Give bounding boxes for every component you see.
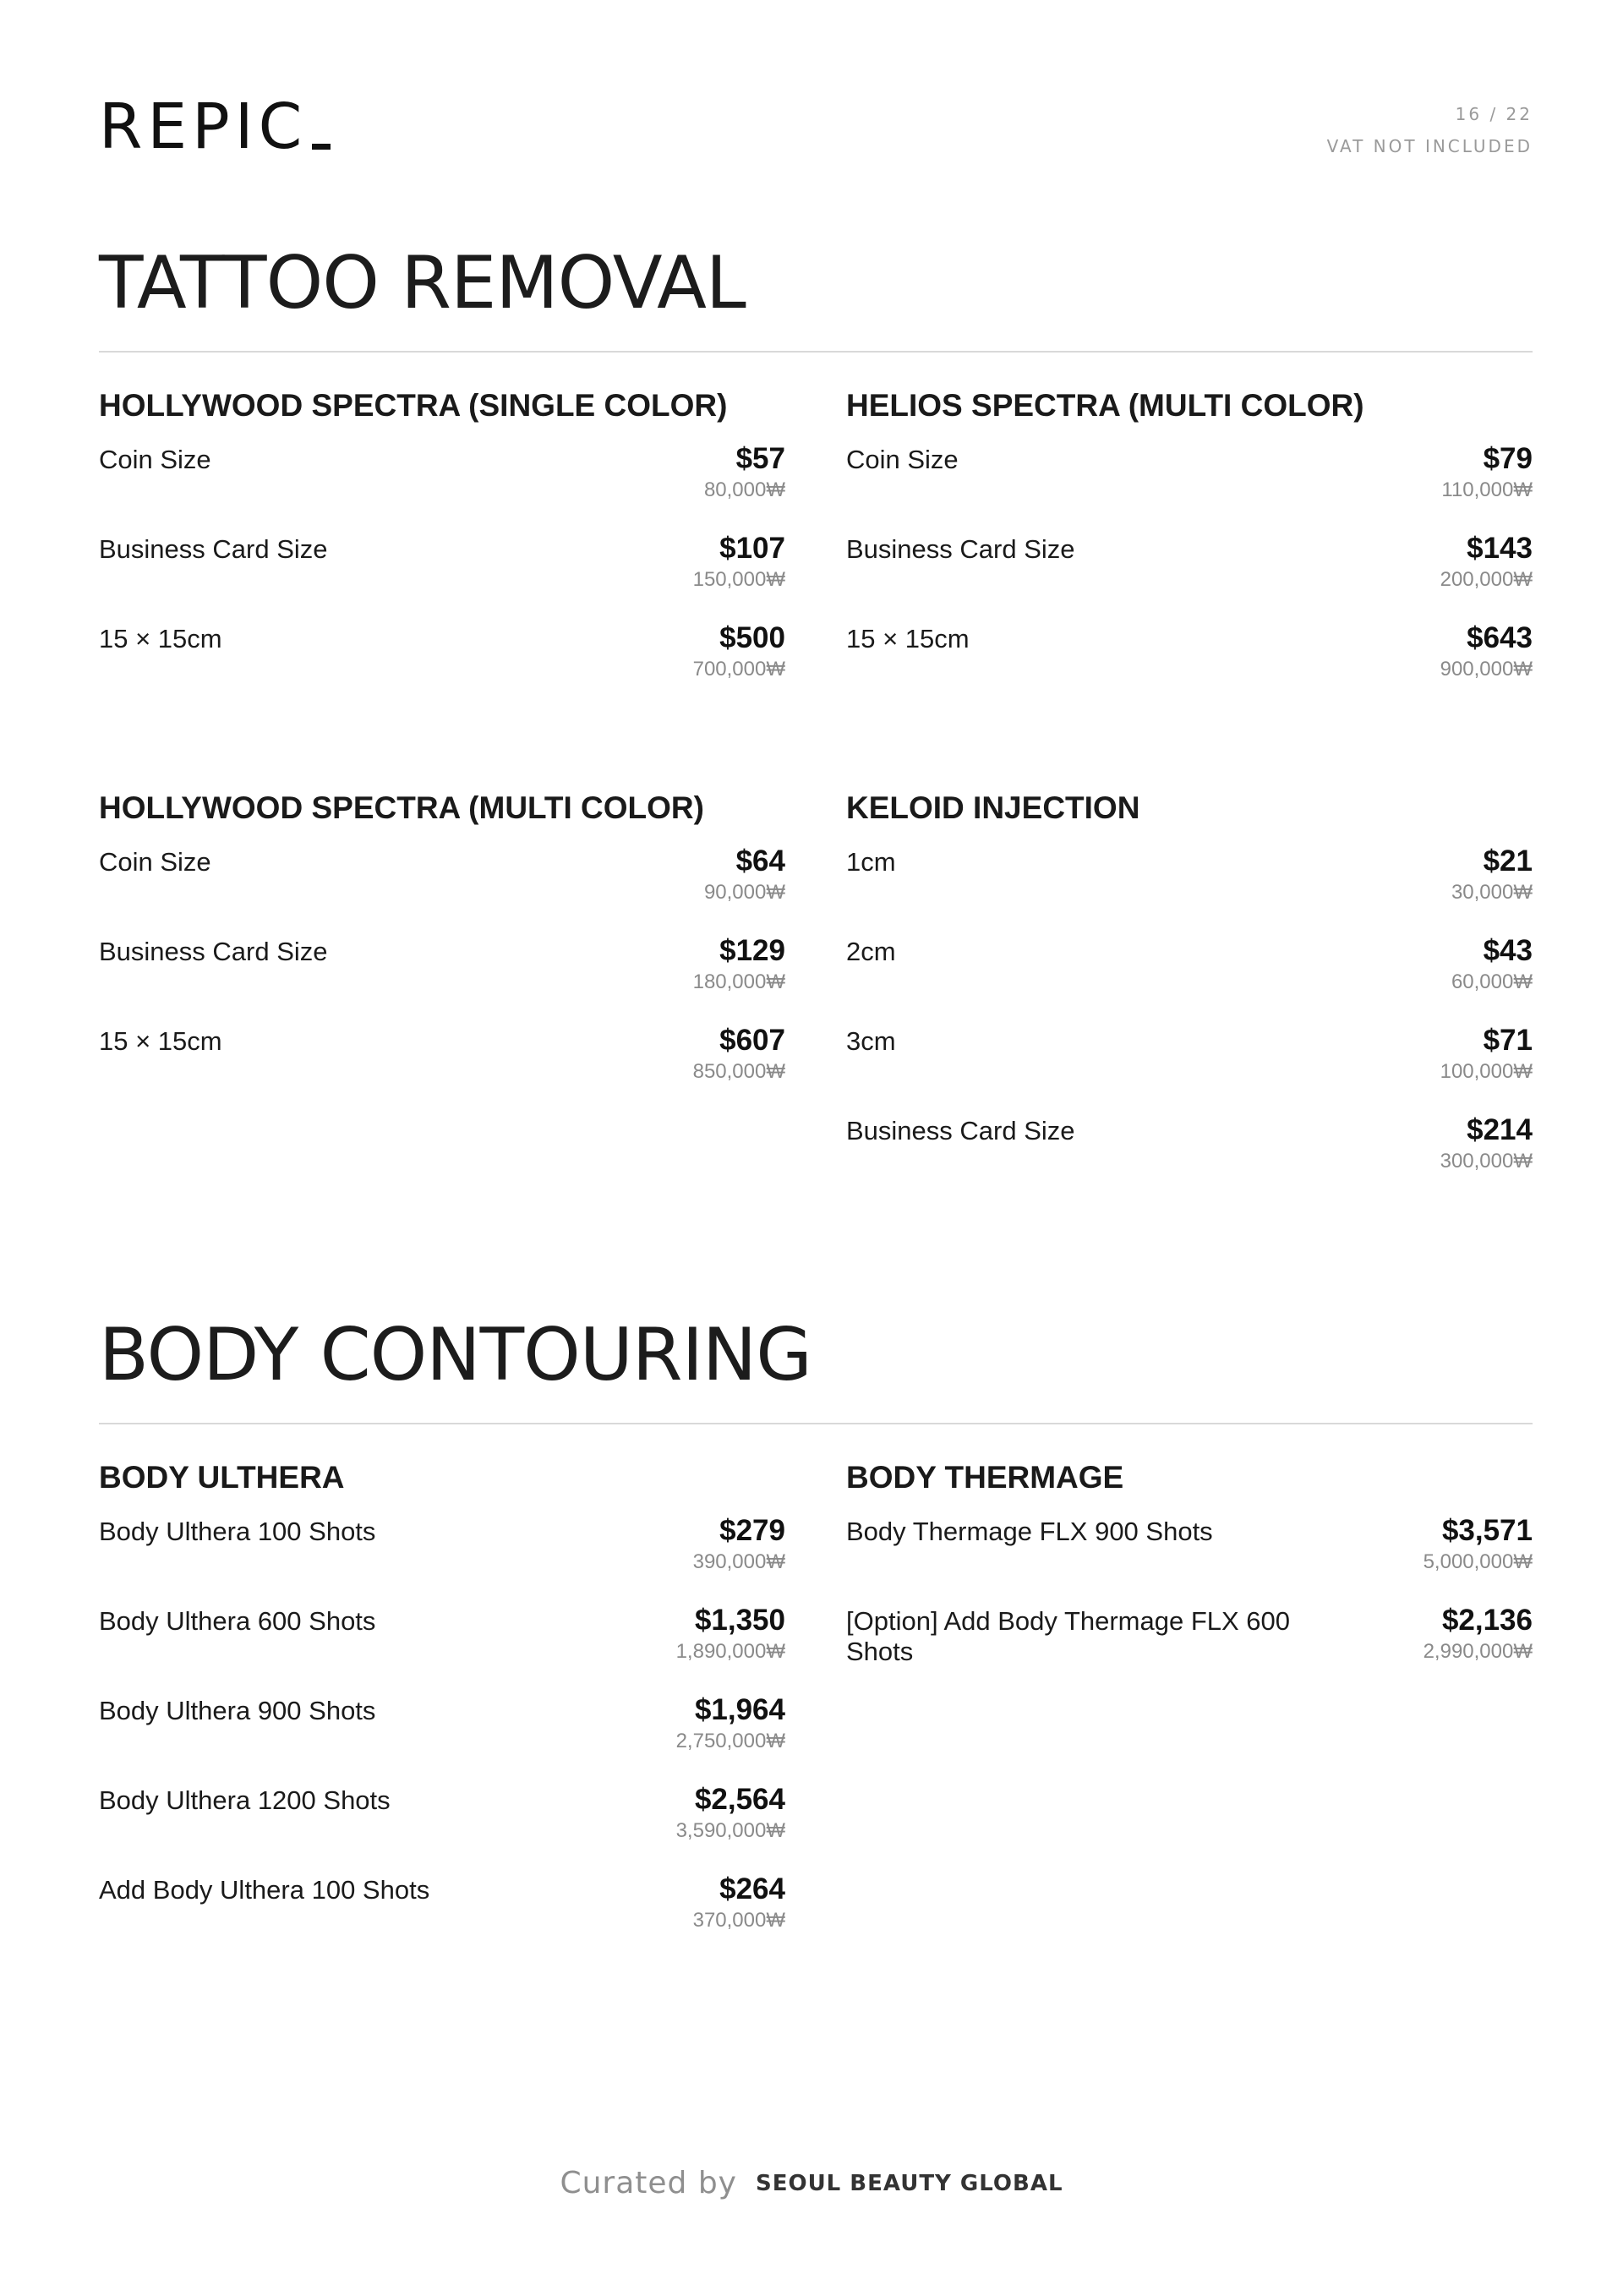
price-row — [99, 1694, 785, 1784]
item-price-krw: 850,000₩ — [692, 1060, 785, 1083]
price-group-body-thermage — [846, 1459, 1533, 1694]
group-title: HOLLYWOOD SPECTRA (MULTI COLOR) — [99, 790, 704, 825]
item-price-usd: $64 — [735, 845, 785, 877]
item-price-usd: $264 — [719, 1872, 785, 1905]
item-name: 15 × 15cm — [99, 1026, 222, 1056]
item-price-krw: 30,000₩ — [1451, 881, 1533, 904]
brand-logo — [99, 90, 331, 163]
price-row — [846, 533, 1533, 622]
item-name: 2cm — [846, 937, 896, 966]
section-divider — [99, 1423, 1533, 1424]
item-name: Add Body Ulthera 100 Shots — [99, 1875, 430, 1905]
item-price-usd: $643 — [1467, 621, 1533, 654]
price-group-keloid-injection — [846, 790, 1533, 1204]
item-price-krw: 200,000₩ — [1440, 568, 1533, 591]
item-price-krw: 100,000₩ — [1440, 1060, 1533, 1083]
price-row — [846, 1604, 1533, 1694]
price-row — [846, 1025, 1533, 1114]
item-price-usd: $214 — [1467, 1113, 1533, 1146]
item-price-usd: $107 — [719, 532, 785, 565]
item-price-krw: 700,000₩ — [692, 658, 785, 681]
item-price-usd: $1,350 — [694, 1604, 785, 1637]
logo-cursor-mark — [312, 144, 331, 150]
item-price-krw: 3,590,000₩ — [675, 1819, 785, 1842]
item-price-krw: 5,000,000₩ — [1423, 1550, 1533, 1573]
page-meta — [1327, 98, 1533, 162]
item-price-usd: $279 — [719, 1514, 785, 1547]
item-price-usd: $143 — [1467, 532, 1533, 565]
item-name: 15 × 15cm — [846, 624, 970, 653]
item-name: 15 × 15cm — [99, 624, 222, 653]
item-name: Business Card Size — [99, 534, 328, 564]
price-row — [99, 533, 785, 622]
brand-logo-text: REPIC — [99, 90, 308, 163]
item-price-usd: $3,571 — [1441, 1514, 1533, 1547]
item-name: Body Ulthera 100 Shots — [99, 1517, 376, 1546]
item-name: Coin Size — [99, 847, 211, 877]
item-price-krw: 1,890,000₩ — [675, 1640, 785, 1663]
item-name: 1cm — [846, 847, 896, 877]
item-price-krw: 150,000₩ — [692, 568, 785, 591]
item-price-krw: 370,000₩ — [692, 1909, 785, 1932]
item-price-krw: 2,750,000₩ — [675, 1730, 785, 1752]
group-title: KELOID INJECTION — [846, 790, 1140, 825]
price-group-hollywood-multi — [99, 790, 785, 1114]
item-price-krw: 900,000₩ — [1440, 658, 1533, 681]
price-group-body-ulthera — [99, 1459, 785, 1963]
item-name: 3cm — [846, 1026, 896, 1056]
item-name: Body Ulthera 1200 Shots — [99, 1785, 391, 1815]
price-row — [846, 935, 1533, 1025]
item-name: Business Card Size — [846, 534, 1075, 564]
item-price-usd: $2,136 — [1441, 1604, 1533, 1637]
item-price-usd: $43 — [1483, 934, 1533, 967]
price-list-page — [99, 0, 1533, 2296]
item-price-usd: $2,564 — [694, 1783, 785, 1816]
price-row — [99, 1784, 785, 1873]
item-price-krw: 110,000₩ — [1441, 478, 1533, 501]
group-title: BODY THERMAGE — [846, 1460, 1124, 1495]
section-divider — [99, 351, 1533, 353]
price-row — [846, 1114, 1533, 1204]
price-row — [846, 622, 1533, 712]
curator-brand: SEOUL BEAUTY GLOBAL — [755, 2170, 1063, 2196]
item-name: [Option] Add Body Thermage FLX 600 Shots — [846, 1606, 1291, 1666]
item-price-usd: $57 — [735, 442, 785, 475]
price-row — [99, 935, 785, 1025]
item-name: Body Ulthera 900 Shots — [99, 1696, 376, 1725]
item-price-krw: 390,000₩ — [692, 1550, 785, 1573]
curated-by-label: Curated by — [560, 2166, 737, 2200]
price-row — [846, 443, 1533, 533]
item-price-usd: $1,964 — [694, 1693, 785, 1726]
item-name: Coin Size — [99, 445, 211, 474]
item-price-krw: 90,000₩ — [703, 881, 785, 904]
price-row — [99, 1515, 785, 1604]
item-name: Business Card Size — [99, 937, 328, 966]
item-name: Body Thermage FLX 900 Shots — [846, 1517, 1213, 1546]
item-name: Business Card Size — [846, 1116, 1075, 1145]
price-row — [846, 845, 1533, 935]
item-price-usd: $79 — [1483, 442, 1533, 475]
item-price-krw: 80,000₩ — [703, 478, 785, 501]
item-price-krw: 300,000₩ — [1440, 1150, 1533, 1173]
section-title-tattoo-removal: TATTOO REMOVAL — [99, 241, 746, 325]
item-name: Body Ulthera 600 Shots — [99, 1606, 376, 1636]
item-name: Coin Size — [846, 445, 959, 474]
price-row — [99, 845, 785, 935]
price-row — [99, 443, 785, 533]
price-row — [846, 1515, 1533, 1604]
price-group-hollywood-single — [99, 387, 785, 712]
section-title-body-contouring: BODY CONTOURING — [99, 1313, 812, 1397]
price-row — [99, 1873, 785, 1963]
item-price-krw: 60,000₩ — [1451, 970, 1533, 993]
group-title: BODY ULTHERA — [99, 1460, 345, 1495]
item-price-usd: $129 — [719, 934, 785, 967]
price-group-helios-multi — [846, 387, 1533, 712]
item-price-krw: 2,990,000₩ — [1423, 1640, 1533, 1663]
page-indicator: 16 / 22 — [1455, 104, 1533, 124]
item-price-krw: 180,000₩ — [692, 970, 785, 993]
price-row — [99, 622, 785, 712]
page-footer — [0, 2166, 1623, 2200]
price-row — [99, 1025, 785, 1114]
item-price-usd: $21 — [1483, 845, 1533, 877]
price-row — [99, 1604, 785, 1694]
item-price-usd: $500 — [719, 621, 785, 654]
vat-note: VAT NOT INCLUDED — [1326, 136, 1533, 156]
page-header — [99, 90, 1533, 163]
group-title: HELIOS SPECTRA (MULTI COLOR) — [846, 388, 1364, 423]
item-price-usd: $71 — [1483, 1024, 1533, 1057]
item-price-usd: $607 — [719, 1024, 785, 1057]
group-title: HOLLYWOOD SPECTRA (SINGLE COLOR) — [99, 388, 728, 423]
